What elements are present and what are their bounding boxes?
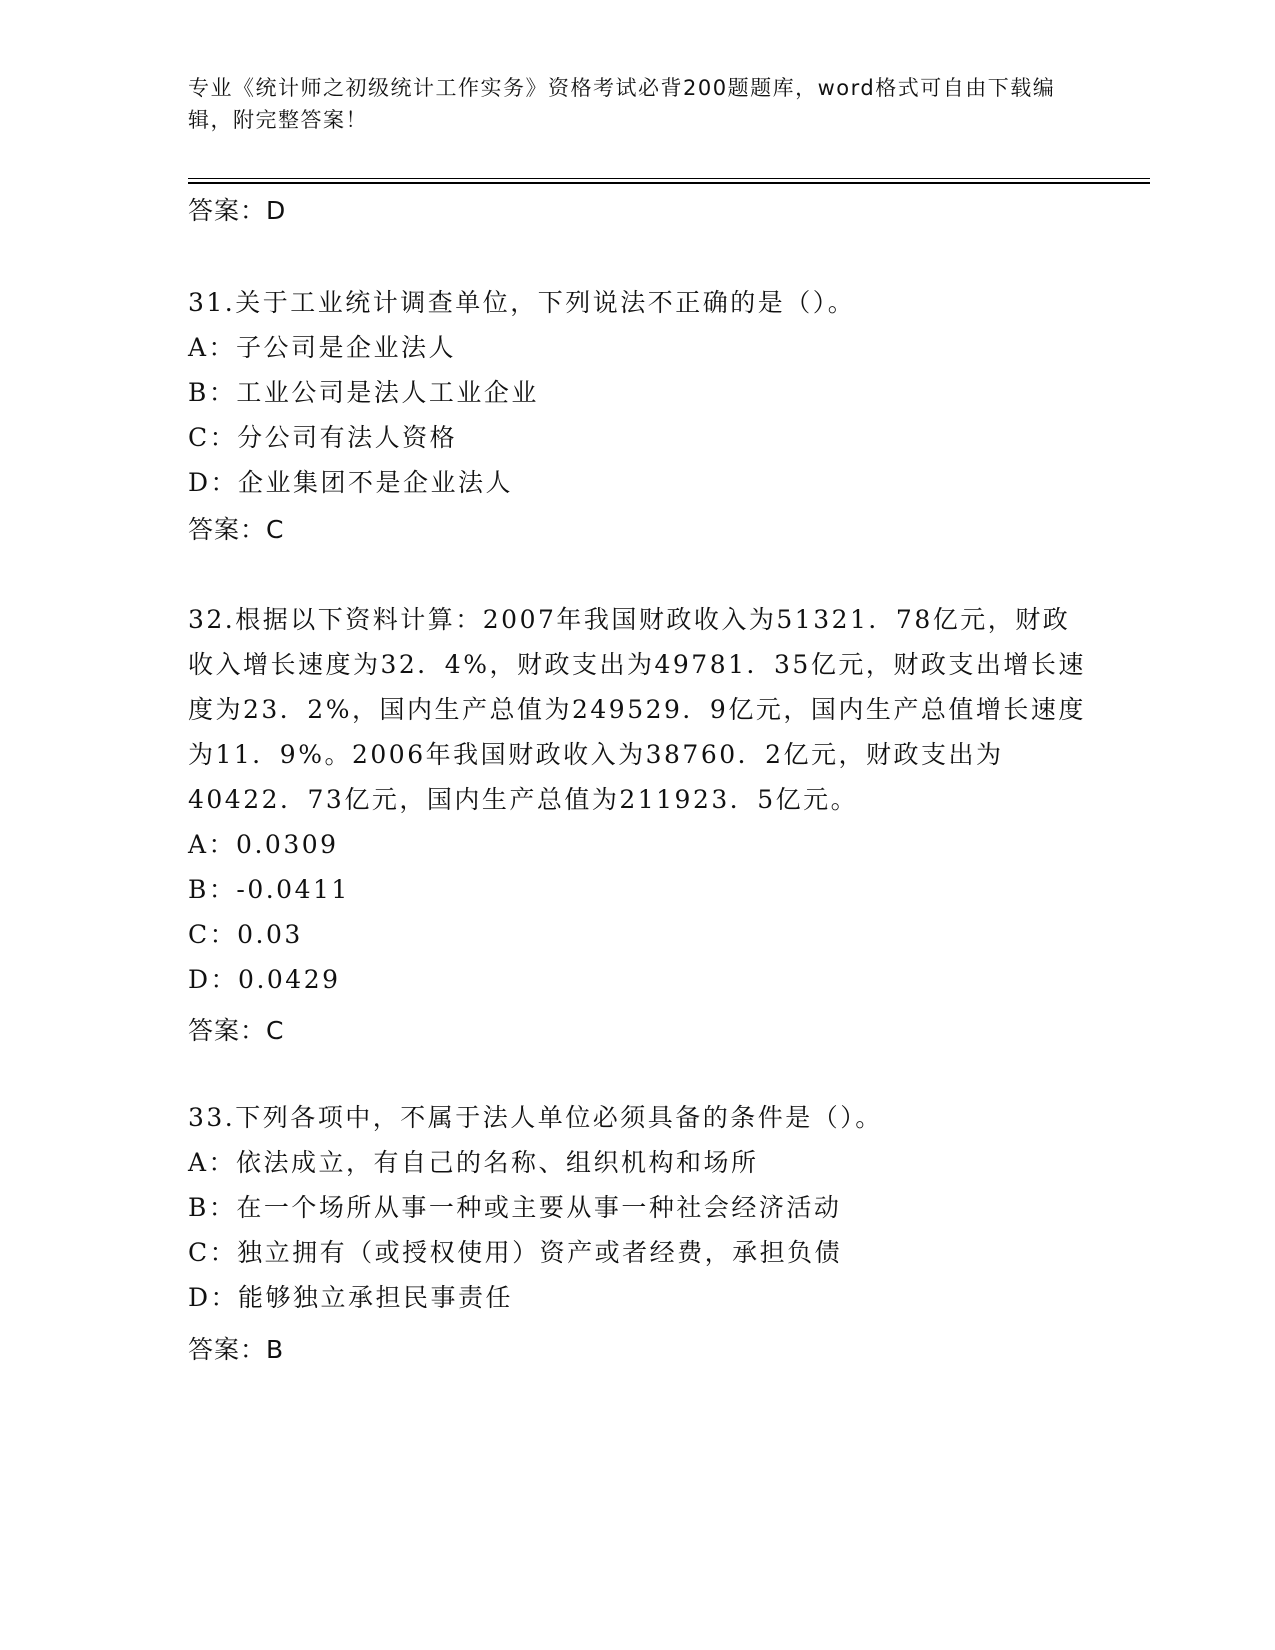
question-32 [188,597,1088,1002]
question-31-option-c: C：分公司有法人资格 [188,423,458,452]
header-divider-thin [188,178,1150,179]
question-31-stem: 31.关于工业统计调查单位，下列说法不正确的是（）。 [188,288,856,317]
question-32-option-c: C：0.03 [188,920,303,949]
answer-q30: 答案：D [188,196,287,225]
question-31-option-b: B：工业公司是法人工业企业 [188,378,539,407]
answer-q31: 答案：C [188,515,285,544]
question-31 [188,280,1088,505]
question-33-option-c: C：独立拥有（或授权使用）资产或者经费，承担负债 [188,1238,843,1267]
question-32-stem: 32.根据以下资料计算：2007年我国财政收入为51321．78亿元，财政收入增长速度为32．4%，财政支出为49781．35亿元，财政支出增长速度为23．2%，国内生产总值为249529．9亿元，国内生产总值增长速度为11．9%。2006年我国财政收入为38760．2亿元，财政支出为40422．73亿元，国内生产总值为211923．5亿元。 [188,605,1086,814]
question-31-option-a: A：子公司是企业法人 [188,333,457,362]
question-33-option-d: D：能够独立承担民事责任 [188,1283,514,1312]
document-header: 专业《统计师之初级统计工作实务》资格考试必背200题题库，word格式可自由下载编辑，附完整答案！ [188,76,1056,132]
question-33-option-b: B：在一个场所从事一种或主要从事一种社会经济活动 [188,1193,842,1222]
question-33-option-a: A：依法成立，有自己的名称、组织机构和场所 [188,1148,759,1177]
question-33 [188,1095,1088,1320]
header-divider-thick [188,182,1150,184]
question-32-option-b: B：-0.0411 [188,875,350,904]
question-32-option-d: D：0.0429 [188,965,341,994]
question-32-option-a: A：0.0309 [188,830,339,859]
answer-q32: 答案：C [188,1016,285,1045]
question-31-option-d: D：企业集团不是企业法人 [188,468,514,497]
question-33-stem: 33.下列各项中，不属于法人单位必须具备的条件是（）。 [188,1103,883,1132]
answer-q33: 答案：B [188,1335,285,1364]
